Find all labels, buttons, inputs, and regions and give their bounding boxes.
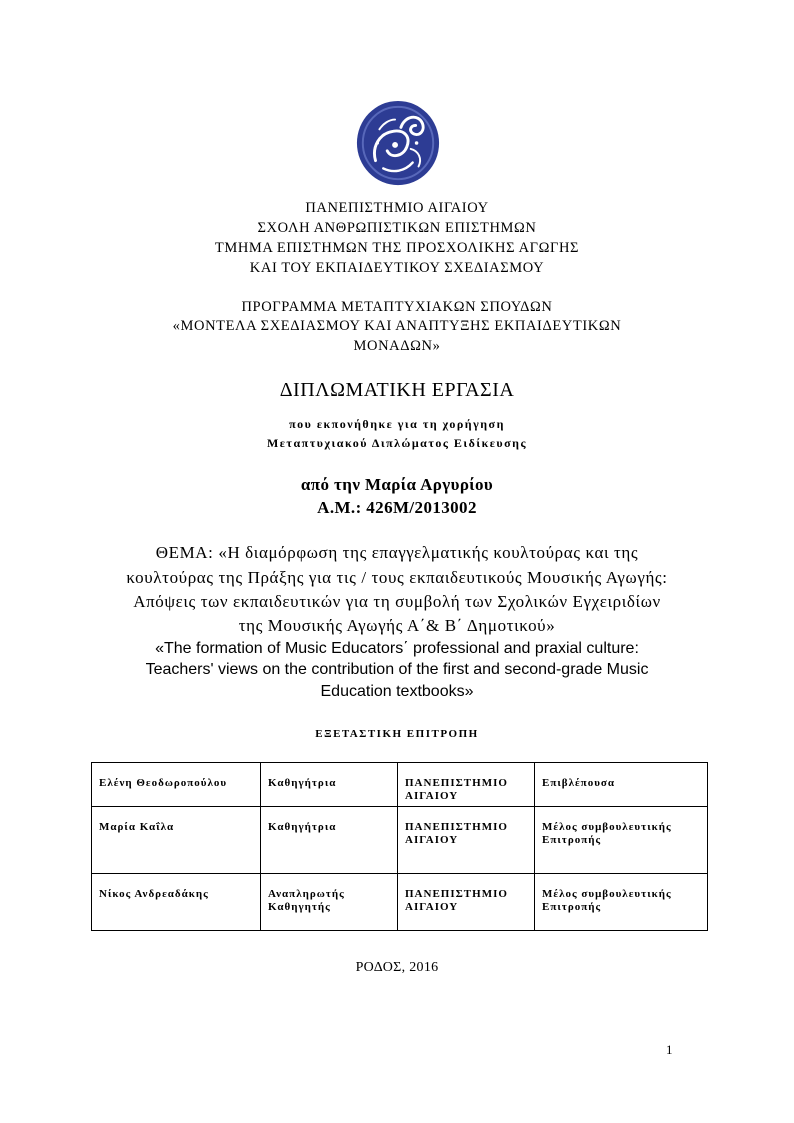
member-institution: ΠΑΝΕΠΙΣΤΗΜΙΟ ΑΙΓΑΙΟΥ [398,874,535,931]
member-institution: ΠΑΝΕΠΙΣΤΗΜΙΟ ΑΙΓΑΙΟΥ [398,807,535,874]
table-row [92,807,708,874]
member-name: Νίκος Ανδρεαδάκης [92,874,261,931]
purpose-line-2: Μεταπτυχιακού Διπλώματος Ειδίκευσης [266,436,528,450]
seal-dot [376,141,379,144]
seal-eye [392,142,398,148]
member-rank: Καθηγήτρια [261,807,398,874]
program-name-line-1: ΠΡΟΓΡΑΜΜΑ ΜΕΤΑΠΤΥΧΙΑΚΩΝ ΣΠΟΥΔΩΝ [241,299,553,315]
topic-greek-line-2: κουλτούρας της Πράξης για τις / τους εκπαιδευτικούς Μουσικής Αγωγής: [126,568,668,587]
topic-greek-line-3: Απόψεις των εκπαιδευτικών για τη συμβολή των Σχολικών Εγχειριδίων [133,592,661,611]
topic-english-line-3: Education textbooks» [320,683,474,700]
topic-greek-line-1: ΘΕΜΑ: «Η διαμόρφωση της επαγγελματικής κουλτούρας και της [155,543,639,562]
topic-english-line-2: Teachers' views on the contribution of the first and second-grade Music [145,661,649,678]
member-name: Ελένη Θεοδωροπούλου [92,763,261,807]
committee-table [91,762,708,931]
seal-disc [357,101,439,185]
purpose-line-1: που εκπονήθηκε για τη χορήγηση [289,417,505,431]
university-seal-icon [354,100,442,188]
author-byline: από την Μαρία Αργυρίου [300,475,494,494]
program-name-line-3: ΜΟΝΑΔΩΝ» [353,338,441,354]
topic-english-line-1: «The formation of Music Educators΄ professional and praxial culture: [155,640,639,657]
member-rank: Καθηγήτρια [261,763,398,807]
university-name: ΠΑΝΕΠΙΣΤΗΜΙΟ ΑΙΓΑΙΟΥ [305,200,489,216]
member-role: Επιβλέπουσα [535,763,708,807]
member-role: Μέλος συμβουλευτικής Επιτροπής [535,807,708,874]
topic-greek-line-4: της Μουσικής Αγωγής Α΄& Β΄ Δημοτικού» [238,616,556,635]
member-rank: Αναπληρωτής Καθηγητής [261,874,398,931]
committee-heading: ΕΞΕΤΑΣΤΙΚΗ ΕΠΙΤΡΟΠΗ [315,728,479,740]
seal-dot [415,141,419,145]
member-institution: ΠΑΝΕΠΙΣΤΗΜΙΟ ΑΙΓΑΙΟΥ [398,763,535,807]
document-title: ΔΙΠΛΩΜΑΤΙΚΗ ΕΡΓΑΣΙΑ [279,379,515,401]
table-row [92,763,708,807]
department-name-line-2: ΚΑΙ ΤΟΥ ΕΚΠΑΙΔΕΥΤΙΚΟΥ ΣΧΕΔΙΑΣΜΟΥ [249,260,545,276]
place-and-year: ΡΟΔΟΣ, 2016 [355,960,439,975]
page-number: 1 [666,1042,673,1057]
member-name: Μαρία Καΐλα [92,807,261,874]
member-role: Μέλος συμβουλευτικής Επιτροπής [535,874,708,931]
program-name-line-2: «ΜΟΝΤΕΛΑ ΣΧΕΔΙΑΣΜΟΥ ΚΑΙ ΑΝΑΠΤΥΞΗΣ ΕΚΠΑΙΔΕΥΤΙΚΩΝ [172,318,622,334]
table-row [92,874,708,931]
registration-number: Α.Μ.: 426Μ/2013002 [317,498,477,517]
school-name: ΣΧΟΛΗ ΑΝΘΡΩΠΙΣΤΙΚΩΝ ΕΠΙΣΤΗΜΩΝ [257,220,537,236]
department-name-line-1: ΤΜΗΜΑ ΕΠΙΣΤΗΜΩΝ ΤΗΣ ΠΡΟΣΧΟΛΙΚΗΣ ΑΓΩΓΗΣ [214,240,580,256]
